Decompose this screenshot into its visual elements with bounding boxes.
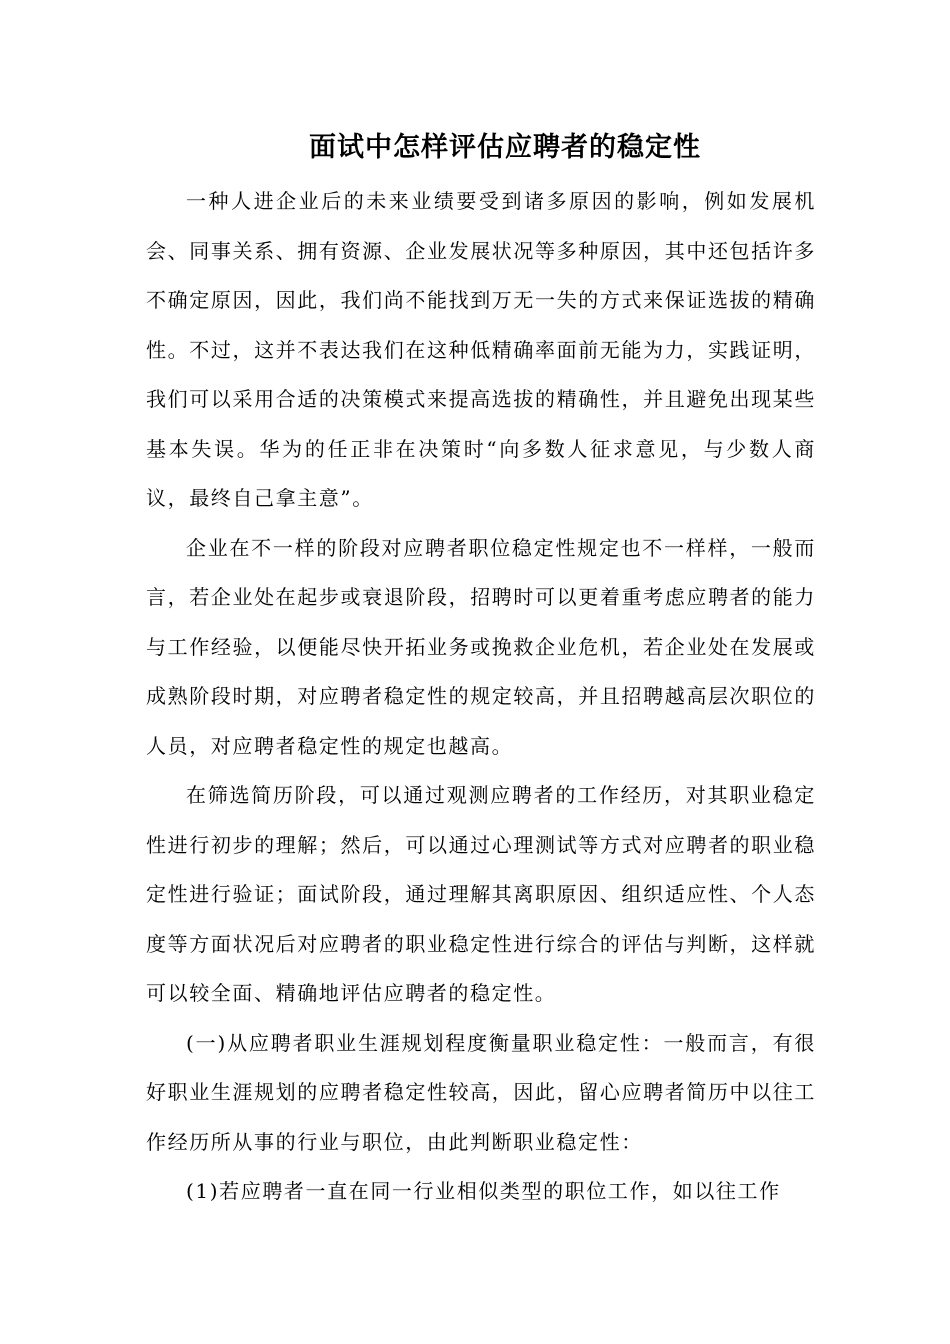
paragraph: 企业在不一样的阶段对应聘者职位稳定性规定也不一样样，一般而言，若企业处在起步或衰退阶段，招聘时可以更着重考虑应聘者的能力与工作经验，以便能尽快开拓业务或挽救企业危机，若企业处在发展或成熟阶段时期，对应聘者稳定性的规定较高，并且招聘越高层次职位的人员，对应聘者稳定性的规定也越高。 — [146, 535, 816, 758]
paragraph: 一种人进企业后的未来业绩要受到诸多原因的影响，例如发展机会、同事关系、拥有资源、企业发展状况等多种原因，其中还包括许多不确定原因，因此，我们尚不能找到万无一失的方式来保证选拔的精确性。不过，这并不表达我们在这种低精确率面前无能为力，实践证明，我们可以采用合适的决策模式来提高选拔的精确性，并且避免出现某些基本失误。华为的任正非在决策时“向多数人征求意见，与少数人商议，最终自己拿主意”。 — [146, 189, 816, 510]
paragraph: (一)从应聘者职业生涯规划程度衡量职业稳定性：一般而言，有很好职业生涯规划的应聘者稳定性较高，因此，留心应聘者简历中以往工作经历所从事的行业与职位，由此判断职业稳定性： — [146, 1030, 816, 1154]
paragraph: 在筛选简历阶段，可以通过观测应聘者的工作经历，对其职业稳定性进行初步的理解；然后，可以通过心理测试等方式对应聘者的职业稳定性进行验证；面试阶段，通过理解其离职原因、组织适应性、个人态度等方面状况后对应聘者的职业稳定性进行综合的评估与判断，这样就可以较全面、精确地评估应聘者的稳定性。 — [146, 783, 816, 1005]
paragraph: (1)若应聘者一直在同一行业相似类型的职位工作，如以往工作 — [186, 1179, 781, 1203]
document-body — [146, 177, 816, 1217]
document-title: 面试中怎样评估应聘者的稳定性 — [309, 132, 701, 163]
